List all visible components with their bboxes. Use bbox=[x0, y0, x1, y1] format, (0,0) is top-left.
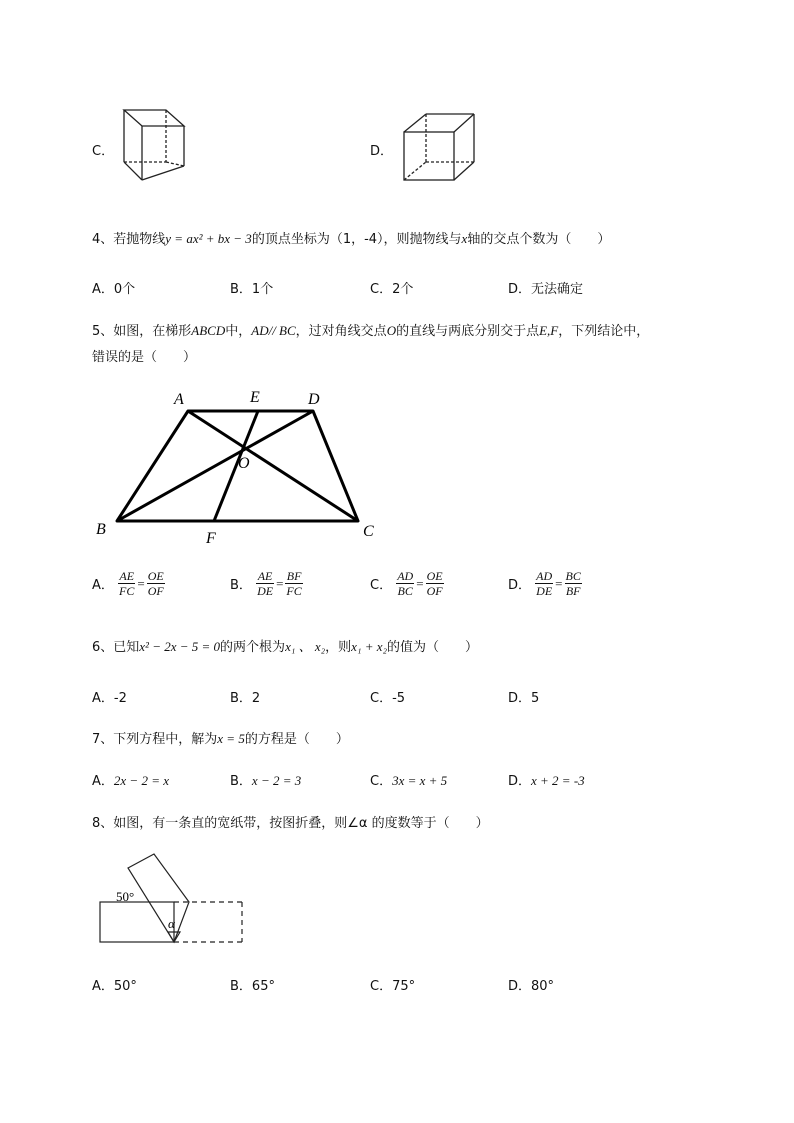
q5-label-e: E bbox=[250, 389, 260, 406]
q6-stem: 6、已知x² − 2x − 5 = 0的两个根为x₁ 、 x₂，则x₁ + x₂的值为（ ） bbox=[92, 639, 479, 655]
q3-option-d-cube-figure bbox=[400, 110, 480, 186]
q5-trapezoid-figure bbox=[90, 384, 390, 546]
q8-label-50-degree: 50° bbox=[116, 889, 135, 904]
q5-label-c: C bbox=[363, 523, 374, 540]
q5-option-a: A． $\frac{AE}{FC}$ = $\frac{OE}{OF}$ bbox=[92, 569, 164, 598]
q7-option-a: A．2x − 2 = x bbox=[92, 773, 169, 789]
q5-stem-line2: 错误的是（ ） bbox=[92, 350, 197, 365]
q8-option-a: A．50° bbox=[92, 979, 137, 994]
q4-option-b: B．1个 bbox=[230, 282, 274, 297]
q5-option-b: B． $\frac{AE}{DE}$ = $\frac{BF}{FC}$ bbox=[230, 569, 302, 598]
q5-label-b: B bbox=[96, 521, 106, 538]
q5-option-d: D． $\frac{AD}{DE}$ = $\frac{BC}{BF}$ bbox=[508, 569, 581, 598]
q8-option-b: B．65° bbox=[230, 979, 275, 994]
q7-option-d: D．x + 2 = -3 bbox=[508, 773, 585, 789]
q8-stem: 8、如图，有一条直的宽纸带，按图折叠，则∠α 的度数等于（ ） bbox=[92, 816, 489, 831]
q5-label-f: F bbox=[206, 530, 216, 546]
q3-option-d-label: D． bbox=[370, 144, 394, 159]
q4-option-d: D．无法确定 bbox=[508, 282, 584, 297]
q6-option-c: C．-5 bbox=[370, 691, 406, 706]
q8-option-d: D．80° bbox=[508, 979, 555, 994]
q8-folded-strip-figure bbox=[96, 850, 248, 946]
q4-option-c: C．2个 bbox=[370, 282, 414, 297]
q7-stem: 7、下列方程中，解为x = 5的方程是（ ） bbox=[92, 731, 349, 747]
q6-option-d: D．5 bbox=[508, 691, 540, 706]
q7-option-b: B．x − 2 = 3 bbox=[230, 773, 302, 789]
q4-stem: 4、若抛物线y = ax² + bx − 3的顶点坐标为（1，-4），则抛物线与x轴的交点个数为（ ） bbox=[92, 231, 611, 247]
q7-option-c: C．3x = x + 5 bbox=[370, 773, 448, 789]
q5-option-c: C． $\frac{AD}{BC}$ = $\frac{OE}{OF}$ bbox=[370, 569, 443, 598]
q5-label-o: O bbox=[238, 455, 250, 472]
q6-option-a: A．-2 bbox=[92, 691, 127, 706]
q5-label-a: A bbox=[174, 391, 184, 408]
q8-option-c: C．75° bbox=[370, 979, 416, 994]
q4-option-a: A．0个 bbox=[92, 282, 136, 297]
q8-label-alpha: α bbox=[168, 916, 175, 931]
q3-option-c-label: C． bbox=[92, 144, 115, 159]
q5-label-d: D bbox=[308, 391, 320, 408]
q6-option-b: B．2 bbox=[230, 691, 261, 706]
q3-option-c-prism-figure bbox=[118, 104, 190, 184]
q5-stem-line1: 5、如图，在梯形ABCD中，AD// BC，过对角线交点O的直线与两底分别交于点E,F，下列结论中， bbox=[92, 323, 650, 339]
